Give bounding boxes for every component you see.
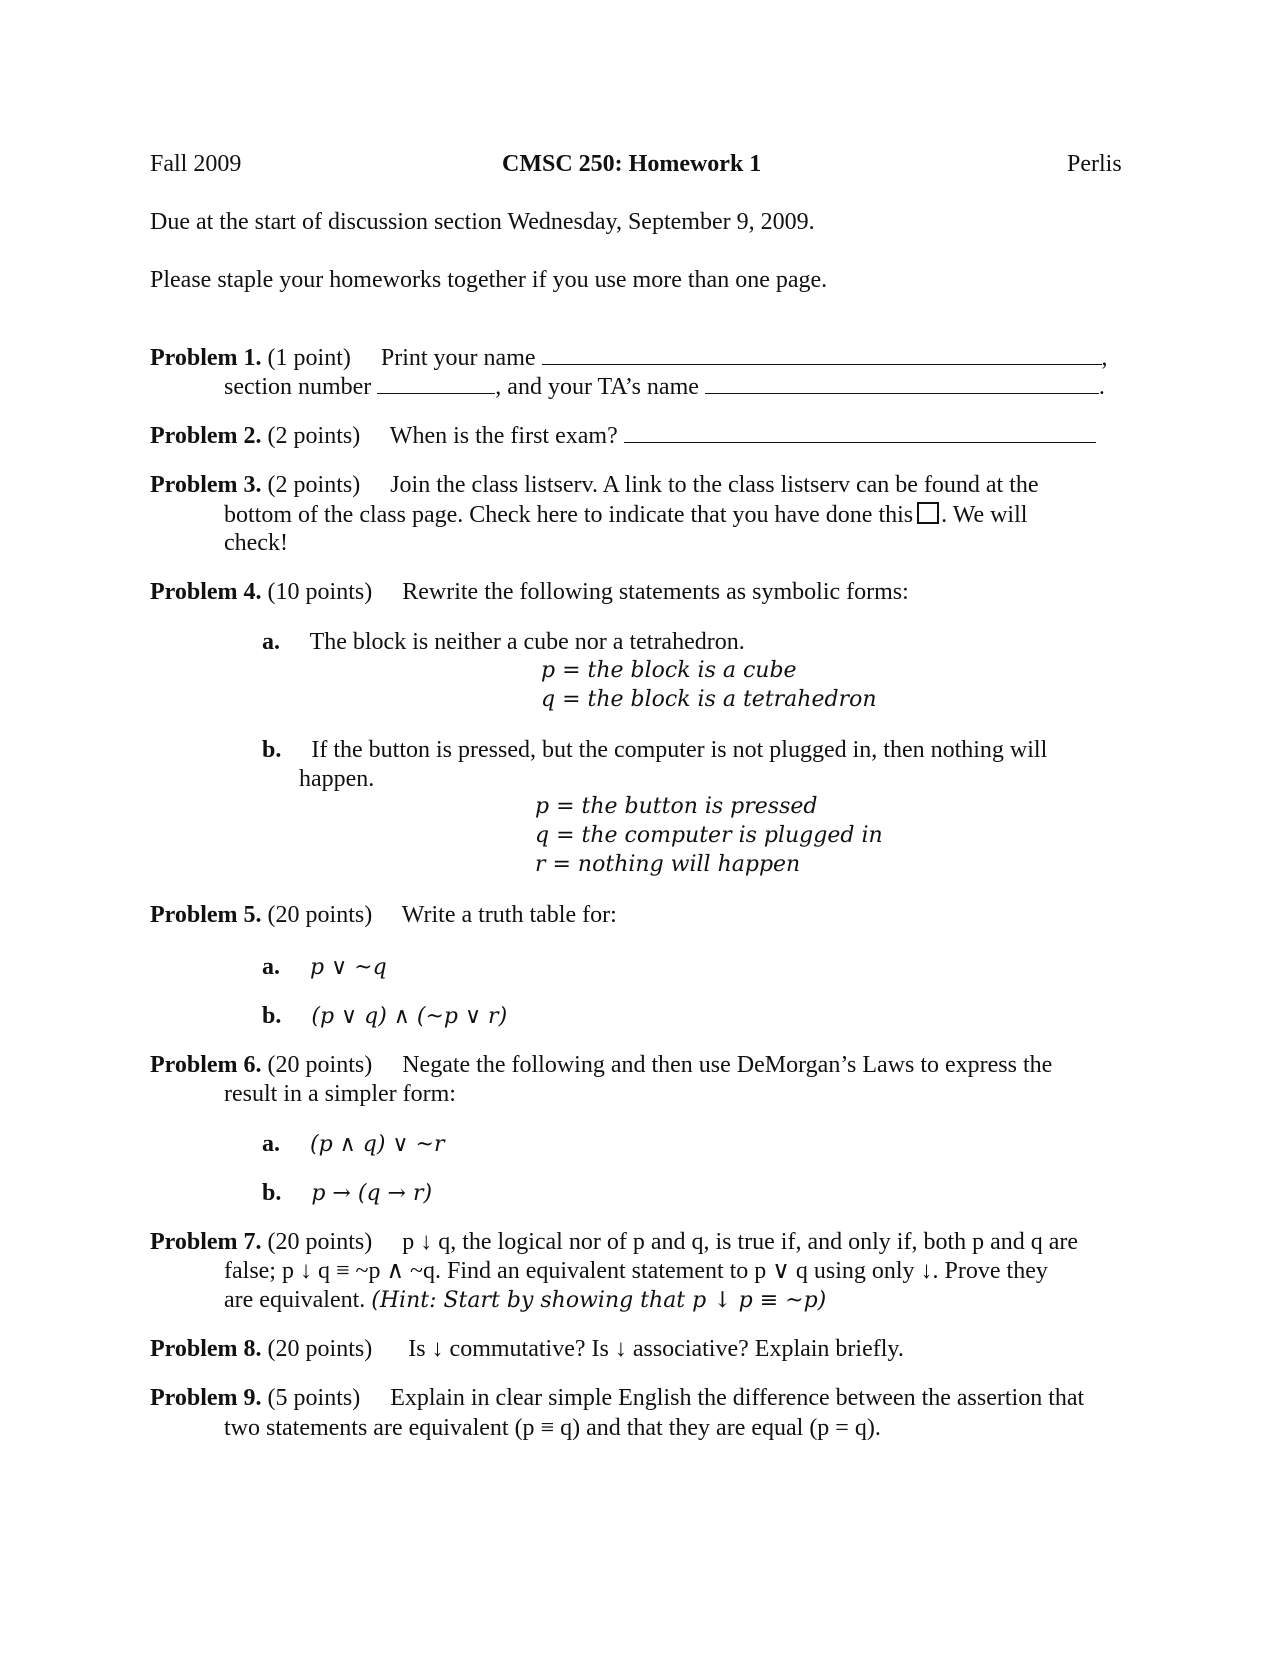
problem-7-label: Problem 7. — [150, 1229, 262, 1255]
problem-4a-label: a. — [262, 629, 280, 655]
problem-1-prompt: Print your name — [380, 345, 536, 371]
problem-6-label: Problem 6. — [150, 1052, 262, 1078]
problem-8 — [150, 1337, 904, 1361]
problem-4b-text-line2: happen. — [299, 766, 375, 792]
problem-8-points: (20 points) — [267, 1336, 373, 1362]
section-number-blank-line[interactable] — [377, 392, 495, 394]
problem-5a — [262, 955, 387, 979]
problem-5a-expr: p ∨ ~q — [310, 955, 387, 980]
problem-6b-label: b. — [262, 1180, 282, 1206]
problem-4a-def-q: q = the block is a tetrahedron — [541, 687, 877, 712]
problem-3-text-line2-end: . We will — [941, 502, 1028, 528]
problem-7-line3 — [224, 1288, 826, 1312]
problem-2-text: When is the first exam? — [389, 423, 618, 449]
problem-4-label: Problem 4. — [150, 579, 262, 605]
problem-7 — [150, 1230, 1078, 1254]
problem-3-text-line2: bottom of the class page. Check here to indicate that you have done this — [224, 502, 914, 528]
problem-5 — [150, 903, 617, 927]
page-title: CMSC 250: Homework 1 — [502, 151, 762, 177]
problem-6-text-line1: Negate the following and then use DeMorgan’s Laws to express the — [402, 1052, 1053, 1078]
problem-7-hint: (Hint: Start by showing that p ↓ p ≡ ~p) — [371, 1288, 827, 1313]
problem-7-text-line2: false; p ↓ q ≡ ~p ∧ ~q. Find an equivalent statement to p ∨ q using only ↓. Prove they — [224, 1258, 1048, 1284]
problem-5b — [262, 1004, 507, 1028]
problem-4-text: Rewrite the following statements as symbolic forms: — [402, 579, 909, 605]
problem-8-text: Is ↓ commutative? Is ↓ associative? Explain briefly. — [408, 1336, 904, 1362]
problem-1-line2: section number , and your TA’s name . — [224, 374, 1105, 400]
problem-4-points: (10 points) — [267, 579, 373, 605]
problem-9-points: (5 points) — [267, 1385, 361, 1411]
staple-instruction: Please staple your homeworks together if you use more than one page. — [150, 267, 828, 293]
problem-9-label: Problem 9. — [150, 1385, 262, 1411]
exam-date-blank-line[interactable] — [624, 441, 1096, 443]
problem-7-text-line3: are equivalent. — [224, 1287, 366, 1313]
problem-4a — [262, 630, 745, 654]
problem-4 — [150, 580, 909, 604]
problem-3-text-line3: check! — [224, 530, 288, 556]
problem-4b — [262, 738, 1047, 762]
header-term: Fall 2009 — [150, 151, 242, 177]
problem-1-label: Problem 1. — [150, 345, 262, 371]
problem-5-label: Problem 5. — [150, 902, 262, 928]
header-instructor: Perlis — [1067, 151, 1122, 177]
problem-5b-label: b. — [262, 1003, 282, 1029]
problem-5-points: (20 points) — [267, 902, 373, 928]
problem-4b-def-r: r = nothing will happen — [535, 852, 801, 877]
problem-1-points: (1 point) — [267, 345, 351, 371]
problem-4a-def-p: p = the block is a cube — [541, 658, 797, 683]
problem-4b-def-p: p = the button is pressed — [535, 794, 818, 819]
problem-3-label: Problem 3. — [150, 472, 262, 498]
problem-6a-expr: (p ∧ q) ∨ ~r — [310, 1132, 445, 1157]
problem-5-text: Write a truth table for: — [401, 902, 617, 928]
problem-4a-text: The block is neither a cube nor a tetrahedron. — [309, 629, 745, 655]
ta-name-blank-line[interactable] — [705, 392, 1099, 394]
problem-5a-label: a. — [262, 954, 280, 980]
problem-6b-expr: p → (q → r) — [311, 1181, 433, 1206]
problem-8-label: Problem 8. — [150, 1336, 262, 1362]
problem-2-points: (2 points) — [267, 423, 361, 449]
problem-6b — [262, 1181, 432, 1205]
problem-3-text-line1: Join the class listserv. A link to the class listserv can be found at the — [390, 472, 1039, 498]
problem-9 — [150, 1386, 1084, 1410]
problem-6a — [262, 1132, 444, 1156]
listserv-checkbox[interactable] — [917, 502, 939, 524]
problem-4b-label: b. — [262, 737, 282, 763]
ta-name-label: , and your TA’s name — [495, 374, 699, 400]
problem-7-text-line1: p ↓ q, the logical nor of p and q, is true if, and only if, both p and q are — [402, 1229, 1079, 1255]
problem-4b-def-q: q = the computer is plugged in — [535, 823, 883, 848]
problem-6-points: (20 points) — [267, 1052, 373, 1078]
due-date-text: Due at the start of discussion section Wednesday, September 9, 2009. — [150, 209, 815, 235]
section-number-label: section number — [224, 374, 372, 400]
problem-1: Problem 1. (1 point) Print your name , — [150, 345, 1108, 371]
problem-7-points: (20 points) — [267, 1229, 373, 1255]
problem-3-line2 — [224, 502, 1027, 527]
problem-3 — [150, 473, 1039, 497]
problem-6a-label: a. — [262, 1131, 280, 1157]
problem-2-label: Problem 2. — [150, 423, 262, 449]
problem-4b-text-line1: If the button is pressed, but the computer is not plugged in, then nothing will — [311, 737, 1048, 763]
problem-6-text-line2: result in a simpler form: — [224, 1081, 456, 1107]
problem-3-points: (2 points) — [267, 472, 361, 498]
problem-5b-expr: (p ∨ q) ∧ (~p ∨ r) — [311, 1004, 508, 1029]
name-blank-line[interactable] — [542, 363, 1102, 365]
problem-9-text-line1: Explain in clear simple English the difference between the assertion that — [390, 1385, 1085, 1411]
problem-6 — [150, 1053, 1052, 1077]
problem-2 — [150, 424, 1096, 448]
problem-9-text-line2: two statements are equivalent (p ≡ q) and that they are equal (p = q). — [224, 1415, 881, 1441]
